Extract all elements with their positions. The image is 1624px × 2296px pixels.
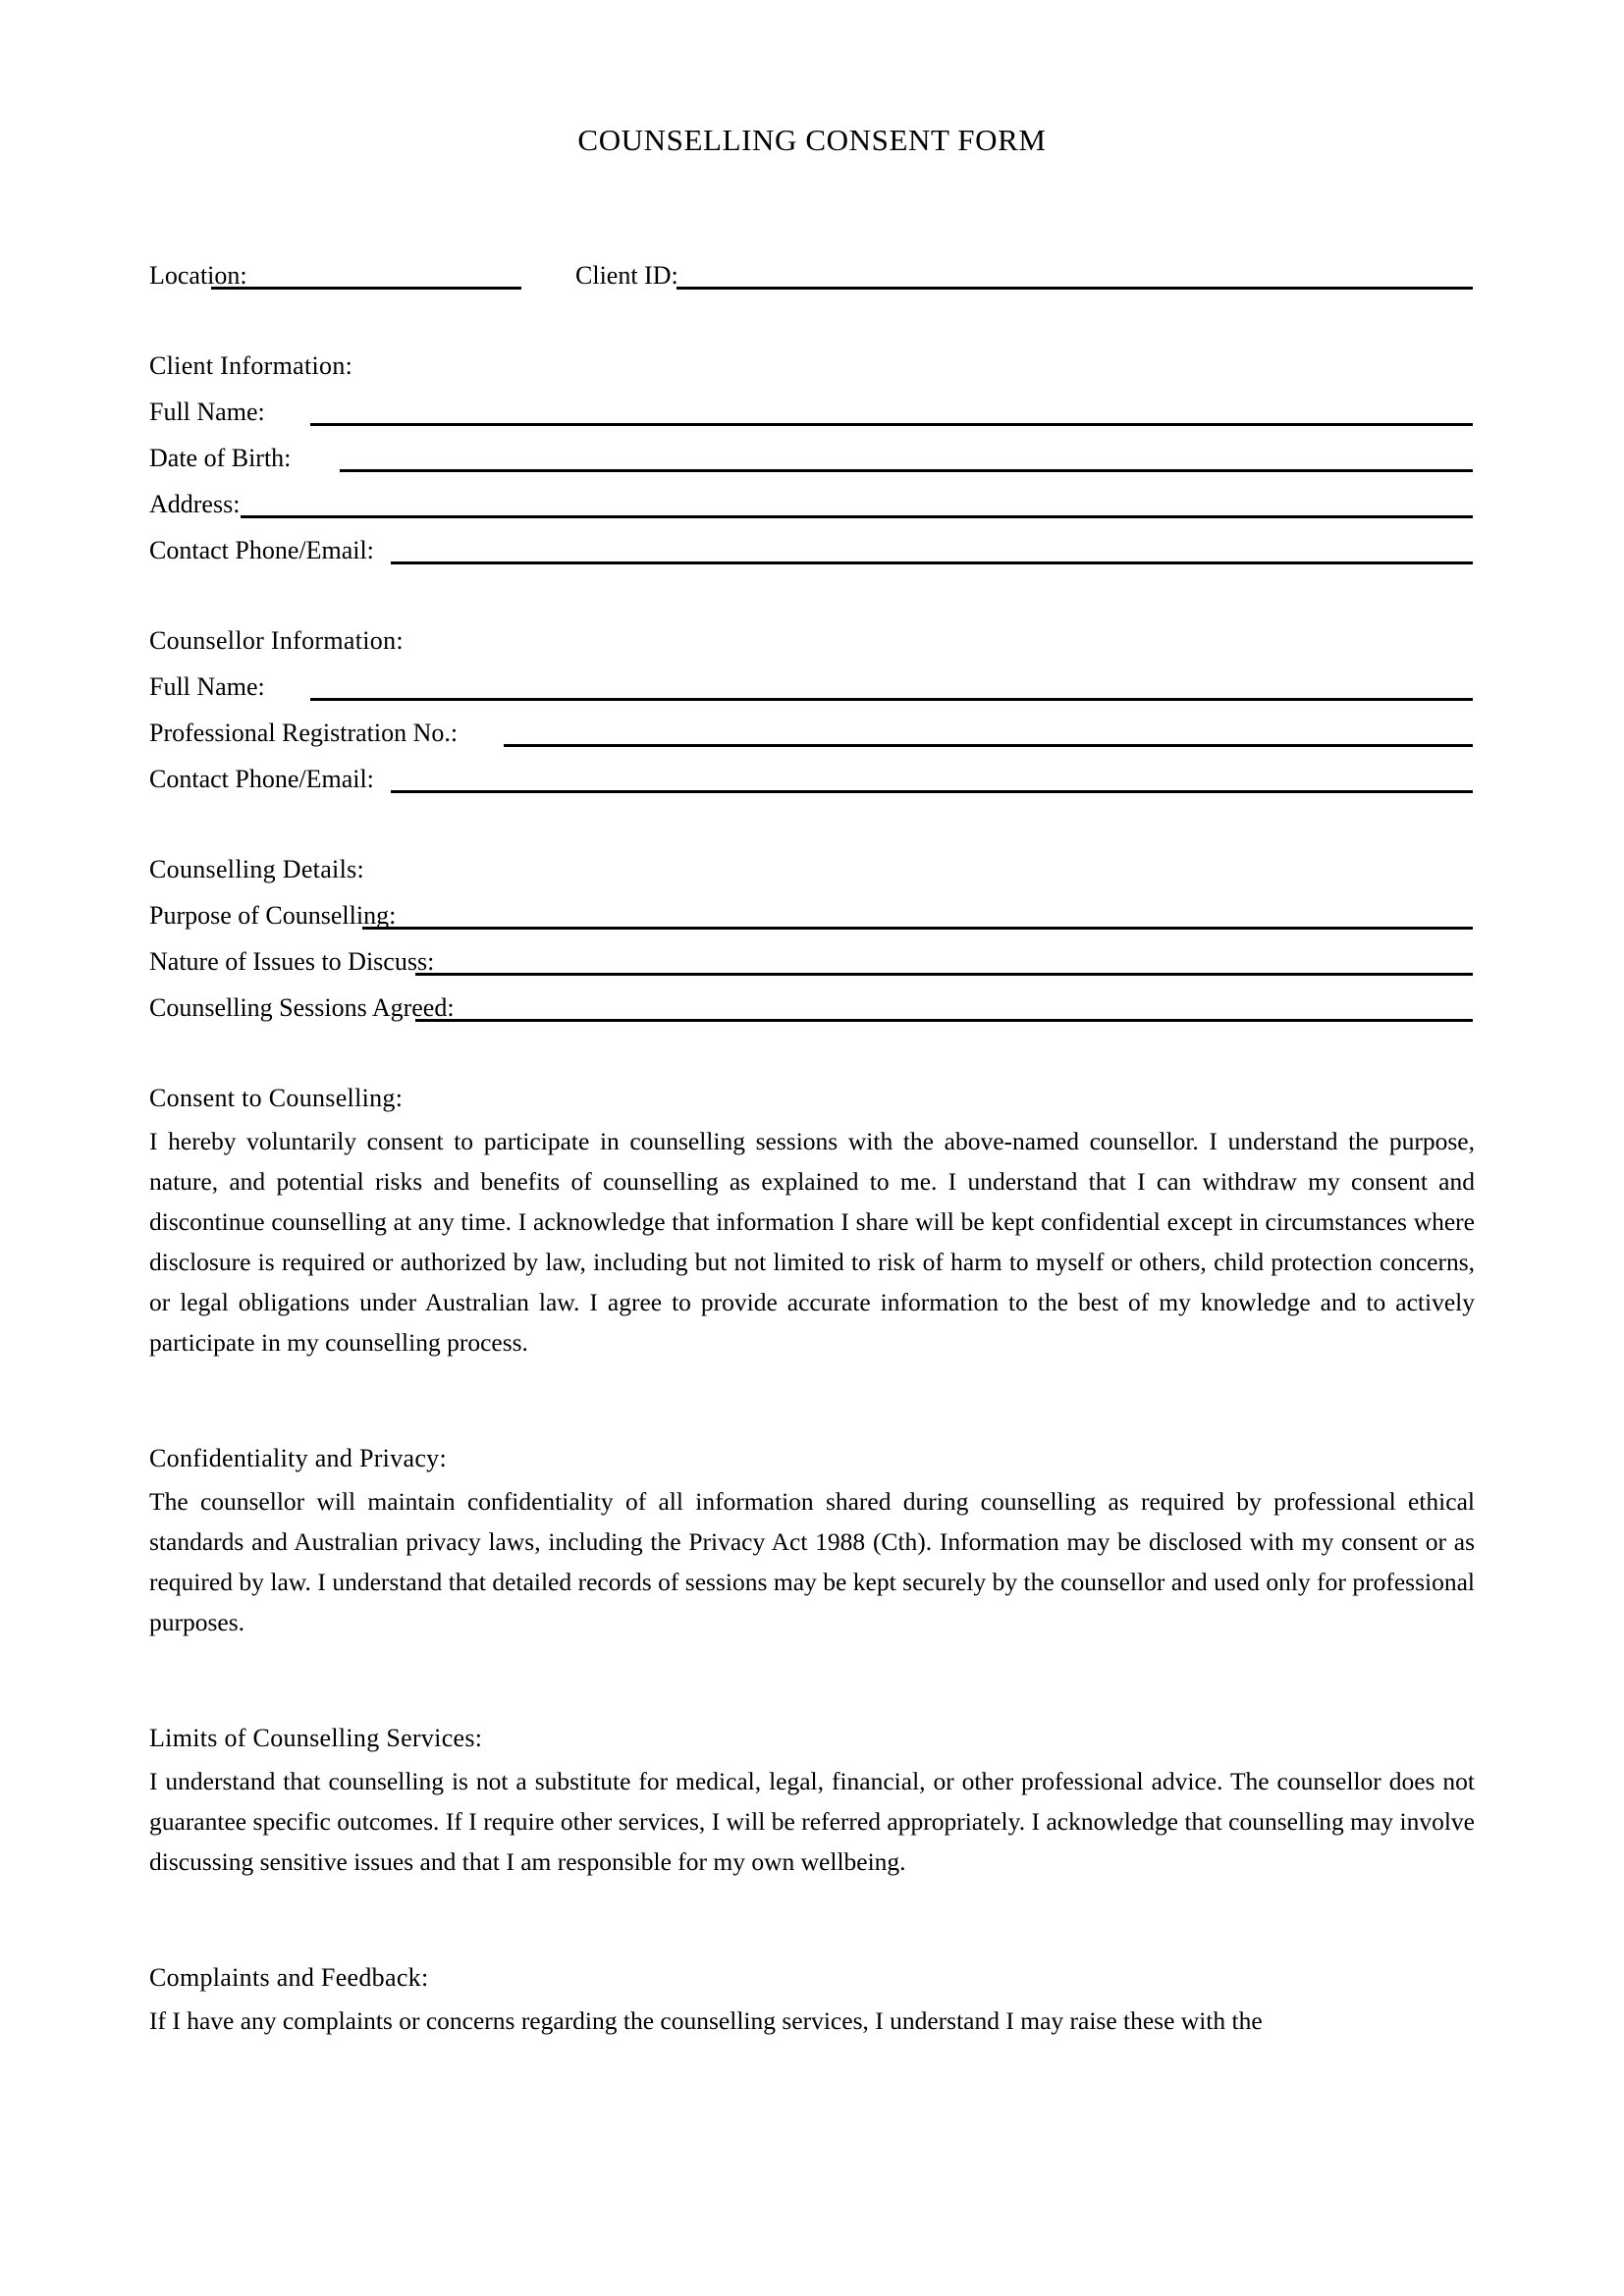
spacer [149, 802, 1475, 846]
document-content [149, 0, 1475, 2041]
client-contact-input-rule[interactable] [391, 561, 1473, 564]
spacer [149, 1882, 1475, 1954]
spacer [149, 1642, 1475, 1715]
client-contact-label: Contact Phone/Email: [149, 536, 374, 565]
client-dob-label: Date of Birth: [149, 444, 292, 473]
client-dob-input-rule[interactable] [340, 469, 1473, 472]
counselling-details-heading: Counselling Details: [149, 855, 365, 884]
header-field-row [149, 252, 1475, 298]
page-title: COUNSELLING CONSENT FORM [577, 123, 1047, 157]
confidentiality-and-privacy-body: The counsellor will maintain confidentiality of all information shared during counselling as required by professional ethical standards and Australian privacy laws, including the Privacy Act 1988 (Cth). Information may be disclosed with my consent or as required by law. I understand that detailed records of sessions may be kept securely by the counsellor and used only for professional purposes. [149, 1487, 1475, 1637]
counsellor-contact-row [149, 756, 1475, 802]
limits-of-counselling-services-body: I understand that counselling is not a substitute for medical, legal, financial, or other professional advice. The counsellor does not guarantee specific outcomes. If I require other services, I will be referred appropriately. I acknowledge that counselling may involve discussing sensitive issues and that I am responsible for my own wellbeing. [149, 1767, 1475, 1877]
client-id-label: Client ID: [575, 261, 678, 291]
sessions-agreed-input-rule[interactable] [415, 1019, 1473, 1022]
purpose-of-counselling-label: Purpose of Counselling: [149, 901, 397, 931]
confidentiality-and-privacy-heading: Confidentiality and Privacy: [149, 1444, 448, 1473]
complaints-and-feedback-heading: Complaints and Feedback: [149, 1963, 429, 1993]
counsellor-full-name-input-rule[interactable] [310, 698, 1473, 701]
consent-to-counselling-heading: Consent to Counselling: [149, 1084, 404, 1113]
counsellor-contact-input-rule[interactable] [391, 790, 1473, 793]
counsellor-registration-input-rule[interactable] [504, 744, 1473, 747]
client-address-label: Address: [149, 490, 241, 519]
client-dob-row [149, 435, 1475, 481]
nature-of-issues-input-rule[interactable] [415, 973, 1473, 976]
spacer [149, 298, 1475, 343]
counsellor-information-heading: Counsellor Information: [149, 626, 404, 656]
purpose-of-counselling-row [149, 892, 1475, 938]
spacer [149, 573, 1475, 617]
client-full-name-input-rule[interactable] [310, 423, 1473, 426]
spacer [149, 158, 1475, 252]
limits-of-counselling-services-heading: Limits of Counselling Services: [149, 1724, 483, 1753]
location-input-rule[interactable] [211, 287, 521, 290]
client-full-name-label: Full Name: [149, 398, 265, 427]
location-label: Location: [149, 261, 247, 291]
sessions-agreed-label: Counselling Sessions Agreed: [149, 993, 455, 1023]
client-address-input-rule[interactable] [241, 515, 1473, 518]
purpose-of-counselling-input-rule[interactable] [362, 927, 1473, 930]
nature-of-issues-label: Nature of Issues to Discuss: [149, 947, 435, 977]
counsellor-full-name-label: Full Name: [149, 672, 265, 702]
counsellor-registration-label: Professional Registration No.: [149, 719, 459, 748]
counsellor-contact-label: Contact Phone/Email: [149, 765, 374, 794]
client-id-input-rule[interactable] [677, 287, 1473, 290]
nature-of-issues-row [149, 938, 1475, 985]
counsellor-registration-row [149, 710, 1475, 756]
client-address-row [149, 481, 1475, 527]
client-contact-row [149, 527, 1475, 573]
counsellor-full-name-row [149, 664, 1475, 710]
complaints-and-feedback-body: If I have any complaints or concerns regarding the counselling services, I understand I may raise these with the [149, 2006, 1263, 2036]
client-full-name-row [149, 389, 1475, 435]
client-information-heading: Client Information: [149, 351, 353, 381]
spacer [149, 1362, 1475, 1435]
spacer [149, 1031, 1475, 1075]
consent-to-counselling-body: I hereby voluntarily consent to participate in counselling sessions with the above-named counsellor. I understand the purpose, nature, and potential risks and benefits of counselling as explained to me. I understand that I can withdraw my consent and discontinue counselling at any time. I acknowledge that information I share will be kept confidential except in circumstances where disclosure is required or authorized by law, including but not limited to risk of harm to myself or others, child protection concerns, or legal obligations under Australian law. I agree to provide accurate information to the best of my knowledge and to actively participate in my counselling process. [149, 1127, 1475, 1358]
sessions-agreed-row [149, 985, 1475, 1031]
